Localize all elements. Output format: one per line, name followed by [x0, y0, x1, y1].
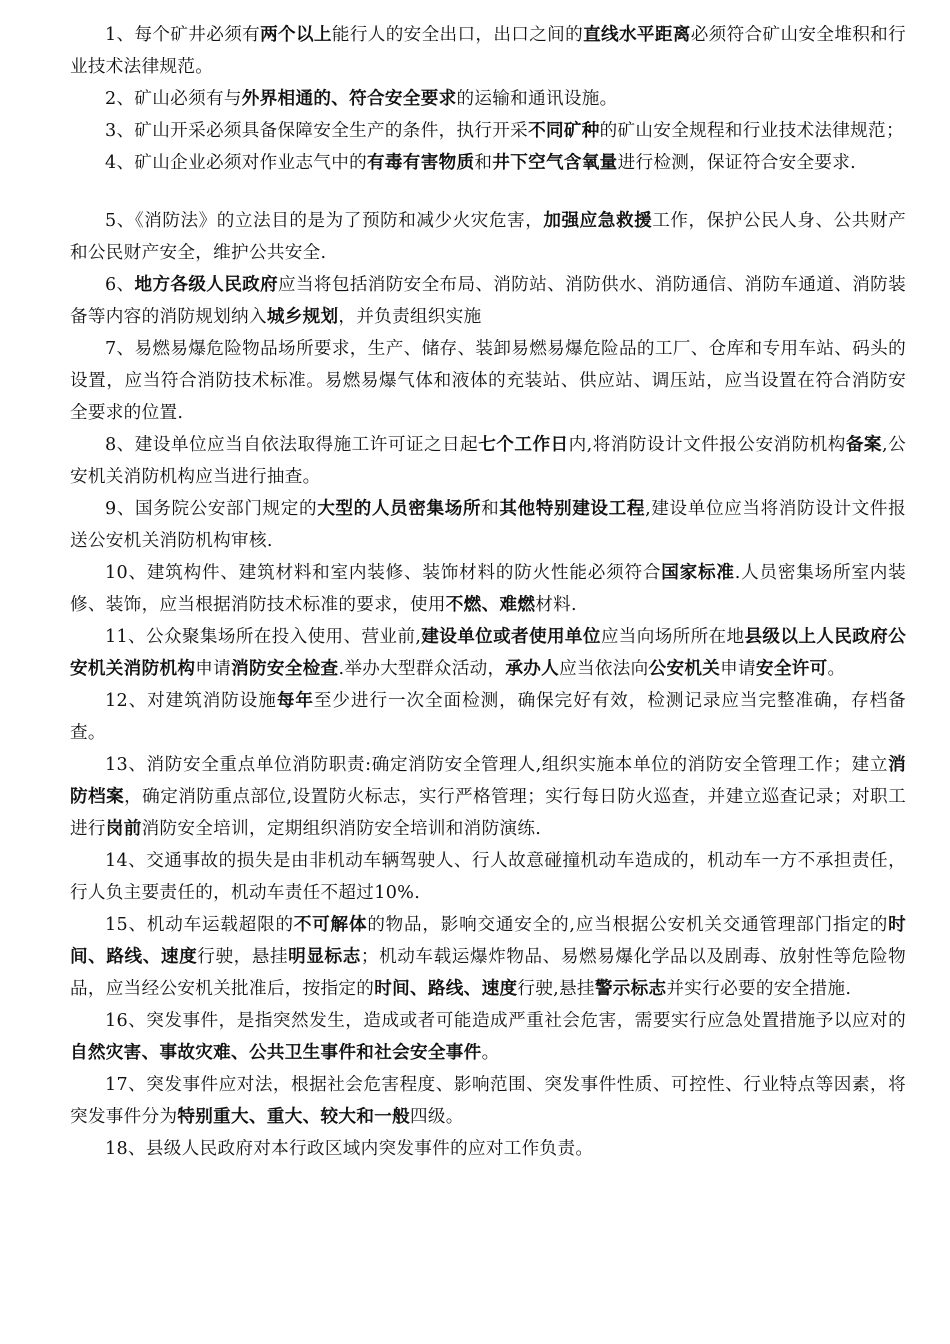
bold-keyword: 七个工作日	[478, 435, 569, 455]
paragraph-16	[70, 1005, 906, 1069]
text-run: .举办大型群众活动，	[338, 659, 506, 679]
text-run: 10、建筑构件、建筑材料和室内装修、装饰材料的防火性能必须符合	[105, 563, 662, 583]
text-run: 。	[481, 1043, 500, 1063]
text-run: 必须符合矿山安全堆积和行业技术法律规范。	[70, 25, 906, 77]
bold-keyword: 大型的人员密集场所	[317, 499, 482, 519]
paragraph-18	[70, 1133, 906, 1165]
bold-keyword: 城乡规划	[266, 307, 339, 327]
text-run: 2、矿山必须有与	[105, 89, 242, 109]
bold-keyword: 建设单位或者使用单位	[421, 627, 601, 647]
bold-keyword: 安全许可	[755, 659, 828, 679]
paragraph-10	[70, 557, 906, 621]
bold-keyword: 公安机关	[648, 659, 721, 679]
text-run: 15、机动车运载超限的	[105, 915, 294, 935]
bold-keyword: 不燃、难燃	[445, 595, 536, 615]
text-run: 18、县级人民政府对本行政区域内突发事件的应对工作负责。	[105, 1139, 594, 1159]
text-run: 9、国务院公安部门规定的	[105, 499, 318, 519]
text-run: 申请	[720, 659, 756, 679]
bold-keyword: 其他特别建设工程	[499, 499, 646, 519]
text-run: 至少进行一次全面检测，确保完好有效，检测记录应当完整准确，存档备查。	[70, 691, 907, 743]
text-run: ,公安机关消防机构应当进行抽查。	[70, 435, 906, 487]
text-run: ，确定消防重点部位,设置防火标志，实行严格管理；实行每日防火巡查，并建立巡查记录；对职工进行	[70, 787, 906, 839]
text-run: 四级。	[410, 1107, 464, 1127]
text-run: 的矿山安全规程和行业技术法律规范；	[599, 121, 904, 141]
paragraph-17	[70, 1069, 906, 1133]
paragraph-3	[70, 115, 906, 147]
text-run: 7、易燃易爆危险物品场所要求，生产、储存、装卸易燃易爆危险品的工厂、仓库和专用车站、码头的设置，应当符合消防技术标准。易燃易爆气体和液体的充装站、供应站、调压站，应当设置在符合消防安全要求的位置.	[70, 339, 906, 423]
text-run: 进行检测，保证符合安全要求.	[617, 153, 857, 173]
text-run: 12、对建筑消防设施	[105, 691, 277, 711]
text-run: 应当向场所所在地	[600, 627, 745, 647]
bold-keyword: 消防安全检查	[231, 659, 339, 679]
text-run: 行驶,悬挂	[517, 979, 595, 999]
bold-keyword: 有毒有害物质	[367, 153, 475, 173]
text-run: 17、突发事件应对法，根据社会危害程度、影响范围、突发事件性质、可控性、行业特点等因素，将突发事件分为	[70, 1075, 906, 1127]
text-run: 工作，保护公民人身、公共财产和公民财产安全，维护公共安全.	[70, 211, 906, 263]
bold-keyword: 备案	[845, 435, 882, 455]
text-run: 应当将包括消防安全布局、消防站、消防供水、消防通信、消防车通道、消防装备等内容的消防规划纳入	[70, 275, 906, 327]
bold-keyword: 时间、路线、速度	[70, 915, 906, 967]
text-run: 能行人的安全出口，出口之间的	[331, 25, 584, 45]
bold-keyword: 不可解体	[293, 915, 368, 935]
text-run: 材料.	[535, 595, 577, 615]
text-run: 应当依法向	[559, 659, 649, 679]
text-run: 和	[474, 153, 493, 173]
paragraph-4	[70, 147, 906, 179]
bold-keyword: 不同矿种	[528, 121, 600, 141]
paragraph-2	[70, 83, 906, 115]
text-run: 1、每个矿井必须有	[105, 25, 261, 45]
text-run: 3、矿山开采必须具备保障安全生产的条件，执行开采	[105, 121, 529, 141]
paragraph-12	[70, 685, 906, 749]
text-run: 的运输和通讯设施。	[456, 89, 618, 109]
text-run: 。	[827, 659, 846, 679]
bold-keyword: 外界相通的、符合安全要求	[241, 89, 457, 109]
text-run: 16、突发事件，是指突然发生，造成或者可能造成严重社会危害，需要实行应急处置措施予以应对的	[105, 1011, 906, 1031]
text-run: 11、公众聚集场所在投入使用、营业前,	[105, 627, 422, 647]
paragraph-7	[70, 333, 906, 429]
text-run: 消防安全培训，定期组织消防安全培训和消防演练.	[141, 819, 542, 839]
text-run: 并实行必要的安全措施.	[666, 979, 852, 999]
bold-keyword: 承办人	[505, 659, 560, 679]
bold-keyword: 自然灾害、事故灾难、公共卫生事件和社会安全事件	[70, 1043, 482, 1063]
bold-keyword: 国家标准	[661, 563, 735, 583]
text-run: 6、	[105, 275, 135, 295]
text-run: 申请	[195, 659, 232, 679]
paragraph-14	[70, 845, 906, 909]
text-run: 13、消防安全重点单位消防职责:确定消防安全管理人,组织实施本单位的消防安全管理工作；建立	[105, 755, 889, 775]
text-run: 4、矿山企业必须对作业志气中的	[105, 153, 368, 173]
bold-keyword: 县级以上人民政府公安机关消防机构	[70, 627, 906, 679]
text-run: ；机动车载运爆炸物品、易燃易爆化学品以及剧毒、放射性等危险物品，应当经公安机关批准后，按指定的	[70, 947, 906, 999]
text-run: ,建设单位应当将消防设计文件报送公安机关消防机构审核.	[70, 499, 906, 551]
bold-keyword: 警示标志	[594, 979, 667, 999]
text-run: ，并负责组织实施	[338, 307, 482, 327]
text-run: 8、建设单位应当自依法取得施工许可证之日起	[105, 435, 479, 455]
text-run: 的物品，影响交通安全的,应当根据公安机关交通管理部门指定的	[367, 915, 889, 935]
paragraph-5	[70, 205, 906, 269]
text-run: 14、交通事故的损失是由非机动车辆驾驶人、行人故意碰撞机动车造成的，机动车一方不承担责任，行人负主要责任的，机动车责任不超过10%.	[70, 851, 906, 903]
bold-keyword: 直线水平距离	[583, 25, 691, 45]
paragraph-13	[70, 749, 906, 845]
text-run: 5、《消防法》的立法目的是为了预防和减少火灾危害，	[105, 211, 544, 231]
paragraph-8	[70, 429, 906, 493]
bold-keyword: 特别重大、重大、较大和一般	[177, 1107, 410, 1127]
bold-keyword: 地方各级人民政府	[134, 275, 279, 295]
bold-keyword: 明显标志	[288, 947, 361, 967]
bold-keyword: 时间、路线、速度	[374, 979, 518, 999]
text-run: .人员密集场所室内装修、装饰，应当根据消防技术标准的要求，使用	[70, 563, 907, 615]
paragraph-9	[70, 493, 906, 557]
paragraph-11	[70, 621, 906, 685]
bold-keyword: 岗前	[105, 819, 142, 839]
paragraph-15	[70, 909, 906, 1005]
bold-keyword: 每年	[276, 691, 314, 711]
text-run: 内,将消防设计文件报公安消防机构	[568, 435, 846, 455]
bold-keyword: 消防档案	[70, 755, 906, 807]
paragraph-1	[70, 19, 906, 83]
paragraph-6	[70, 269, 906, 333]
bold-keyword: 加强应急救援	[543, 211, 653, 231]
text-run: 和	[481, 499, 500, 519]
text-run: 行驶，悬挂	[197, 947, 289, 967]
bold-keyword: 两个以上	[260, 25, 332, 45]
bold-keyword: 井下空气含氧量	[492, 153, 618, 173]
